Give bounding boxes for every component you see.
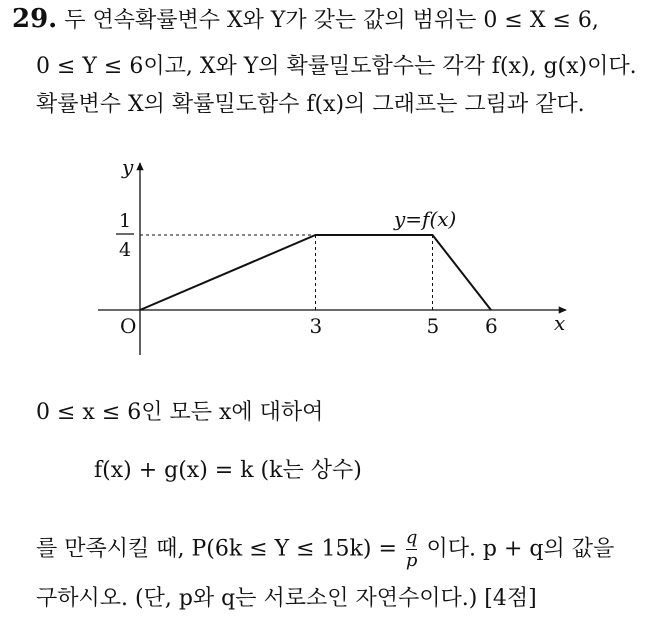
condition-intro: 0 ≤ x ≤ 6인 모든 x에 대하여 — [36, 400, 324, 425]
curve-label: y=f(x) — [394, 207, 457, 231]
x-tick-label-5: 5 — [426, 314, 440, 338]
y-axis-label: y — [122, 155, 134, 179]
problem-text-last-1: 이다. p + q의 값을 — [426, 536, 615, 562]
problem-line-2: 0 ≤ Y ≤ 6이고, X와 Y의 확률밀도함수는 각각 f(x), g(x)이다. — [36, 54, 637, 79]
x-tick-label-3: 3 — [309, 314, 323, 338]
x-tick-label-6: 6 — [485, 314, 498, 338]
problem-text-1: 두 연속확률변수 X와 Y가 갖는 값의 범위는 0 ≤ X ≤ 6, — [64, 8, 599, 33]
y-tick-denominator: 4 — [119, 239, 132, 261]
question-number: 29. — [12, 4, 58, 34]
probability-expression: 를 만족시킬 때, P(6k ≤ Y ≤ 15k) = — [36, 536, 397, 562]
y-tick-numerator: 1 — [119, 210, 132, 232]
fraction-denominator: p — [405, 550, 418, 571]
problem-line-last-2: 구하시오. (단, p와 q는 서로소인 자연수이다.) [4점] — [36, 586, 537, 611]
fraction-q-over-p — [406, 528, 418, 571]
origin-label: O — [120, 314, 137, 338]
problem-line-3: 확률변수 X의 확률밀도함수 f(x)의 그래프는 그림과 같다. — [36, 92, 585, 117]
condition-equation: f(x) + g(x) = k (k는 상수) — [94, 458, 362, 483]
x-axis-label: x — [554, 311, 566, 335]
problem-line-last-1 — [36, 528, 614, 571]
fraction-numerator: q — [405, 527, 418, 548]
